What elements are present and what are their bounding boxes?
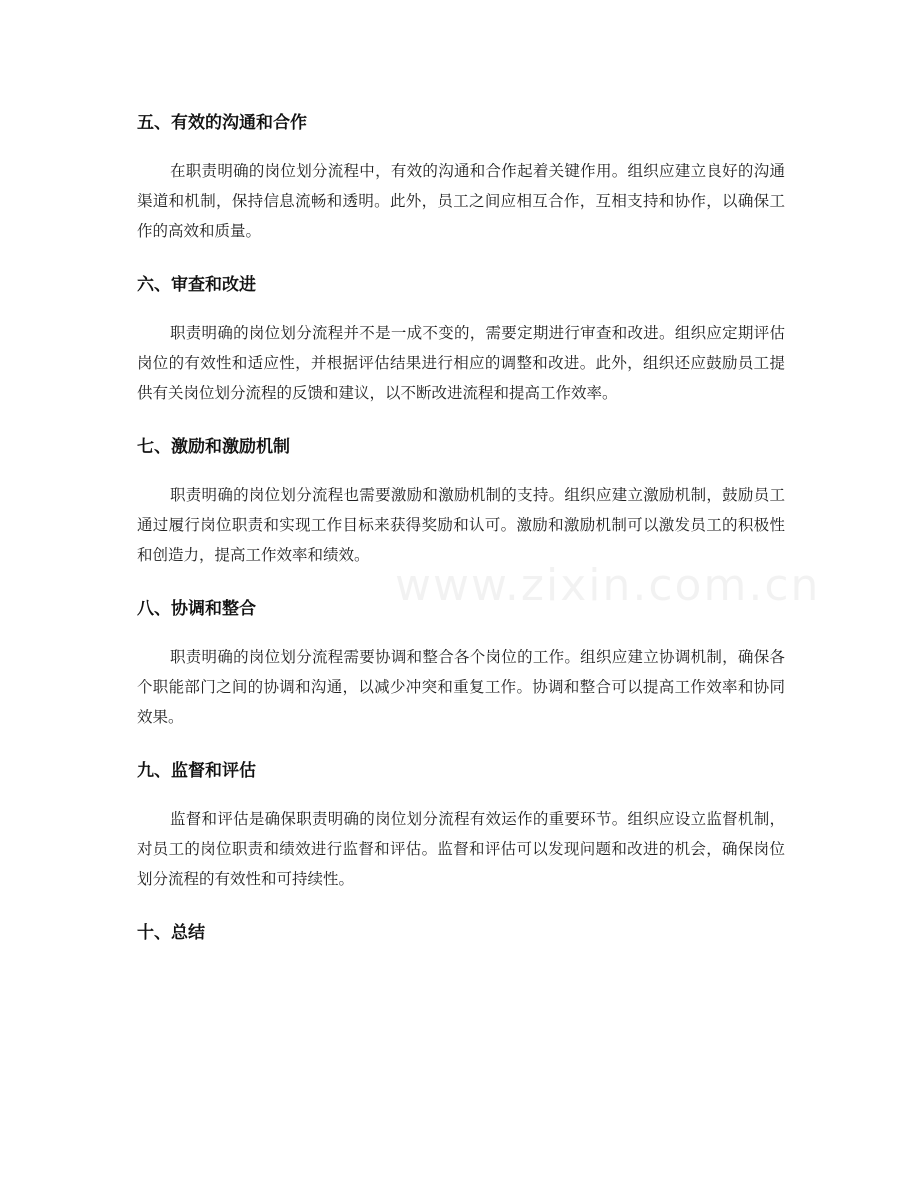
section-paragraph-8: 职责明确的岗位划分流程需要协调和整合各个岗位的工作。组织应建立协调机制，确保各个职能部门之间的协调和沟通，以减少冲突和重复工作。协调和整合可以提高工作效率和协同效果。 <box>137 648 785 726</box>
section-heading-10: 十、总结 <box>137 923 205 943</box>
section-heading-6: 六、审查和改进 <box>137 275 256 295</box>
document-page <box>137 108 785 966</box>
section-heading-8: 八、协调和整合 <box>137 599 256 619</box>
section-heading-9: 九、监督和评估 <box>137 761 256 781</box>
section-paragraph-6: 职责明确的岗位划分流程并不是一成不变的，需要定期进行审查和改进。组织应定期评估岗位的有效性和适应性，并根据评估结果进行相应的调整和改进。此外，组织还应鼓励员工提供有关岗位划分流程的反馈和建议，以不断改进流程和提高工作效率。 <box>137 324 785 402</box>
section-heading-7: 七、激励和激励机制 <box>137 437 290 457</box>
section-heading-5: 五、有效的沟通和合作 <box>137 113 307 133</box>
section-paragraph-7: 职责明确的岗位划分流程也需要激励和激励机制的支持。组织应建立激励机制，鼓励员工通过履行岗位职责和实现工作目标来获得奖励和认可。激励和激励机制可以激发员工的积极性和创造力，提高工作效率和绩效。 <box>137 486 785 564</box>
section-paragraph-9: 监督和评估是确保职责明确的岗位划分流程有效运作的重要环节。组织应设立监督机制，对员工的岗位职责和绩效进行监督和评估。监督和评估可以发现问题和改进的机会，确保岗位划分流程的有效性和可持续性。 <box>137 810 785 888</box>
section-paragraph-5: 在职责明确的岗位划分流程中，有效的沟通和合作起着关键作用。组织应建立良好的沟通渠道和机制，保持信息流畅和透明。此外，员工之间应相互合作，互相支持和协作，以确保工作的高效和质量。 <box>137 162 785 240</box>
watermark: www.zixin.com.cn <box>395 560 821 611</box>
